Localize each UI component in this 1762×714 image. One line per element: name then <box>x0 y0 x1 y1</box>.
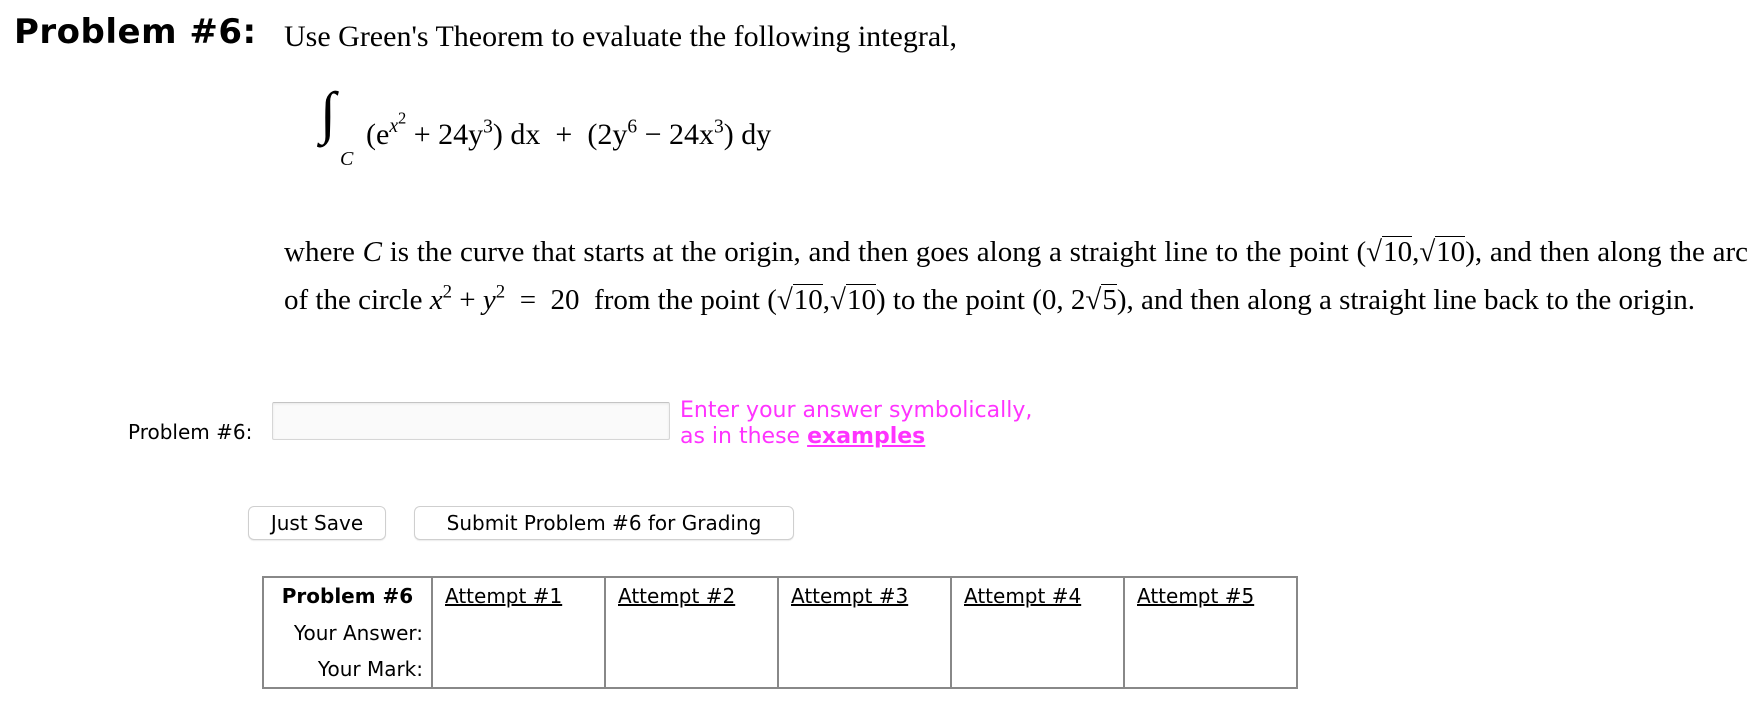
comma: , <box>822 284 831 316</box>
curve-variable: C <box>362 236 382 268</box>
sqrt-radicand-e: 5 <box>1102 284 1117 316</box>
table-header-row <box>263 577 1297 614</box>
answer-label: Problem #6: <box>128 420 253 444</box>
desc-part-5: ), and then along a straight line back to the origin. <box>1116 284 1696 316</box>
term1-close: ) dx <box>492 118 541 151</box>
your-mark-label: Your Mark: <box>263 651 432 688</box>
term2-mid-power: 3 <box>714 116 724 138</box>
sqrt-symbol: √ <box>776 284 793 316</box>
attempt-cell <box>1124 651 1297 688</box>
comma: , <box>1412 236 1420 268</box>
hint-line-2 <box>680 424 1032 450</box>
answer-input[interactable] <box>272 402 670 440</box>
table-problem-header: Problem #6 <box>263 577 432 614</box>
term2-close: ) dy <box>723 118 772 151</box>
attempt-1-link[interactable]: Attempt #1 <box>445 584 563 608</box>
answer-hint <box>680 398 1032 450</box>
table-row <box>263 651 1297 688</box>
attempt-3-link[interactable]: Attempt #3 <box>791 584 909 608</box>
y-power: 2 <box>495 281 506 303</box>
sqrt-symbol: √ <box>1366 236 1383 268</box>
problem-description <box>284 228 1748 324</box>
x-power: 2 <box>442 281 453 303</box>
desc-part-3: ), and then along the arc of the circle <box>284 236 1748 316</box>
y-variable: y <box>482 284 496 316</box>
attempt-5-header <box>1124 577 1297 614</box>
attempt-cell <box>778 651 951 688</box>
term2-mid: − 24x <box>637 118 715 151</box>
sqrt-symbol: √ <box>830 284 846 316</box>
term2-open: (2y <box>587 118 628 151</box>
hint-line-2-prefix: as in these <box>680 424 808 449</box>
integral-sign: ∫ <box>320 80 336 145</box>
term2-power: 6 <box>627 116 638 138</box>
attempt-2-header <box>605 577 778 614</box>
attempt-cell <box>432 614 605 651</box>
term1-mid: + 24y <box>406 118 484 151</box>
plus-sign: + <box>452 284 483 316</box>
your-answer-label: Your Answer: <box>263 614 432 651</box>
just-save-button[interactable]: Just Save <box>248 506 386 540</box>
attempt-3-header <box>778 577 951 614</box>
sqrt-symbol: √ <box>1419 236 1436 268</box>
attempt-2-link[interactable]: Attempt #2 <box>618 584 736 608</box>
attempt-cell <box>1124 614 1297 651</box>
sqrt-radicand-b: 10 <box>1436 236 1466 268</box>
examples-link[interactable]: examples <box>807 424 926 449</box>
attempt-1-header <box>432 577 605 614</box>
attempt-cell <box>951 651 1124 688</box>
attempt-cell <box>605 614 778 651</box>
x-variable: x <box>429 284 443 316</box>
problem-heading: Problem #6: <box>14 12 257 52</box>
equation-rhs: = 20 from the point ( <box>505 284 777 316</box>
desc-part-2: is the curve that starts at the origin, and then goes along a straight line to the point ( <box>381 236 1367 268</box>
desc-part-4: ) to the point (0, 2 <box>875 284 1086 316</box>
integrand <box>366 109 772 152</box>
term1-exp-base: x <box>389 116 398 138</box>
problem-intro: Use Green's Theorem to evaluate the following integral, <box>284 20 957 53</box>
sqrt-radicand-a: 10 <box>1383 236 1413 268</box>
term1-open: (e <box>366 118 390 151</box>
sqrt-radicand-d: 10 <box>846 284 876 316</box>
attempt-5-link[interactable]: Attempt #5 <box>1137 584 1255 608</box>
attempt-cell <box>432 651 605 688</box>
hint-line-1: Enter your answer symbolically, <box>680 398 1033 423</box>
attempts-table <box>262 576 1298 689</box>
attempt-4-link[interactable]: Attempt #4 <box>964 584 1082 608</box>
attempt-cell <box>605 651 778 688</box>
integral-subscript: C <box>340 148 354 170</box>
sqrt-symbol: √ <box>1085 284 1102 316</box>
submit-for-grading-button[interactable]: Submit Problem #6 for Grading <box>414 506 794 540</box>
term1-mid-power: 3 <box>483 116 493 138</box>
table-row <box>263 614 1297 651</box>
sqrt-radicand-c: 10 <box>793 284 823 316</box>
integral-plus: + <box>540 118 588 151</box>
attempt-cell <box>951 614 1124 651</box>
attempt-4-header <box>951 577 1124 614</box>
term1-exp-power: 2 <box>397 109 407 129</box>
desc-part-1: where <box>284 236 363 268</box>
attempt-cell <box>778 614 951 651</box>
